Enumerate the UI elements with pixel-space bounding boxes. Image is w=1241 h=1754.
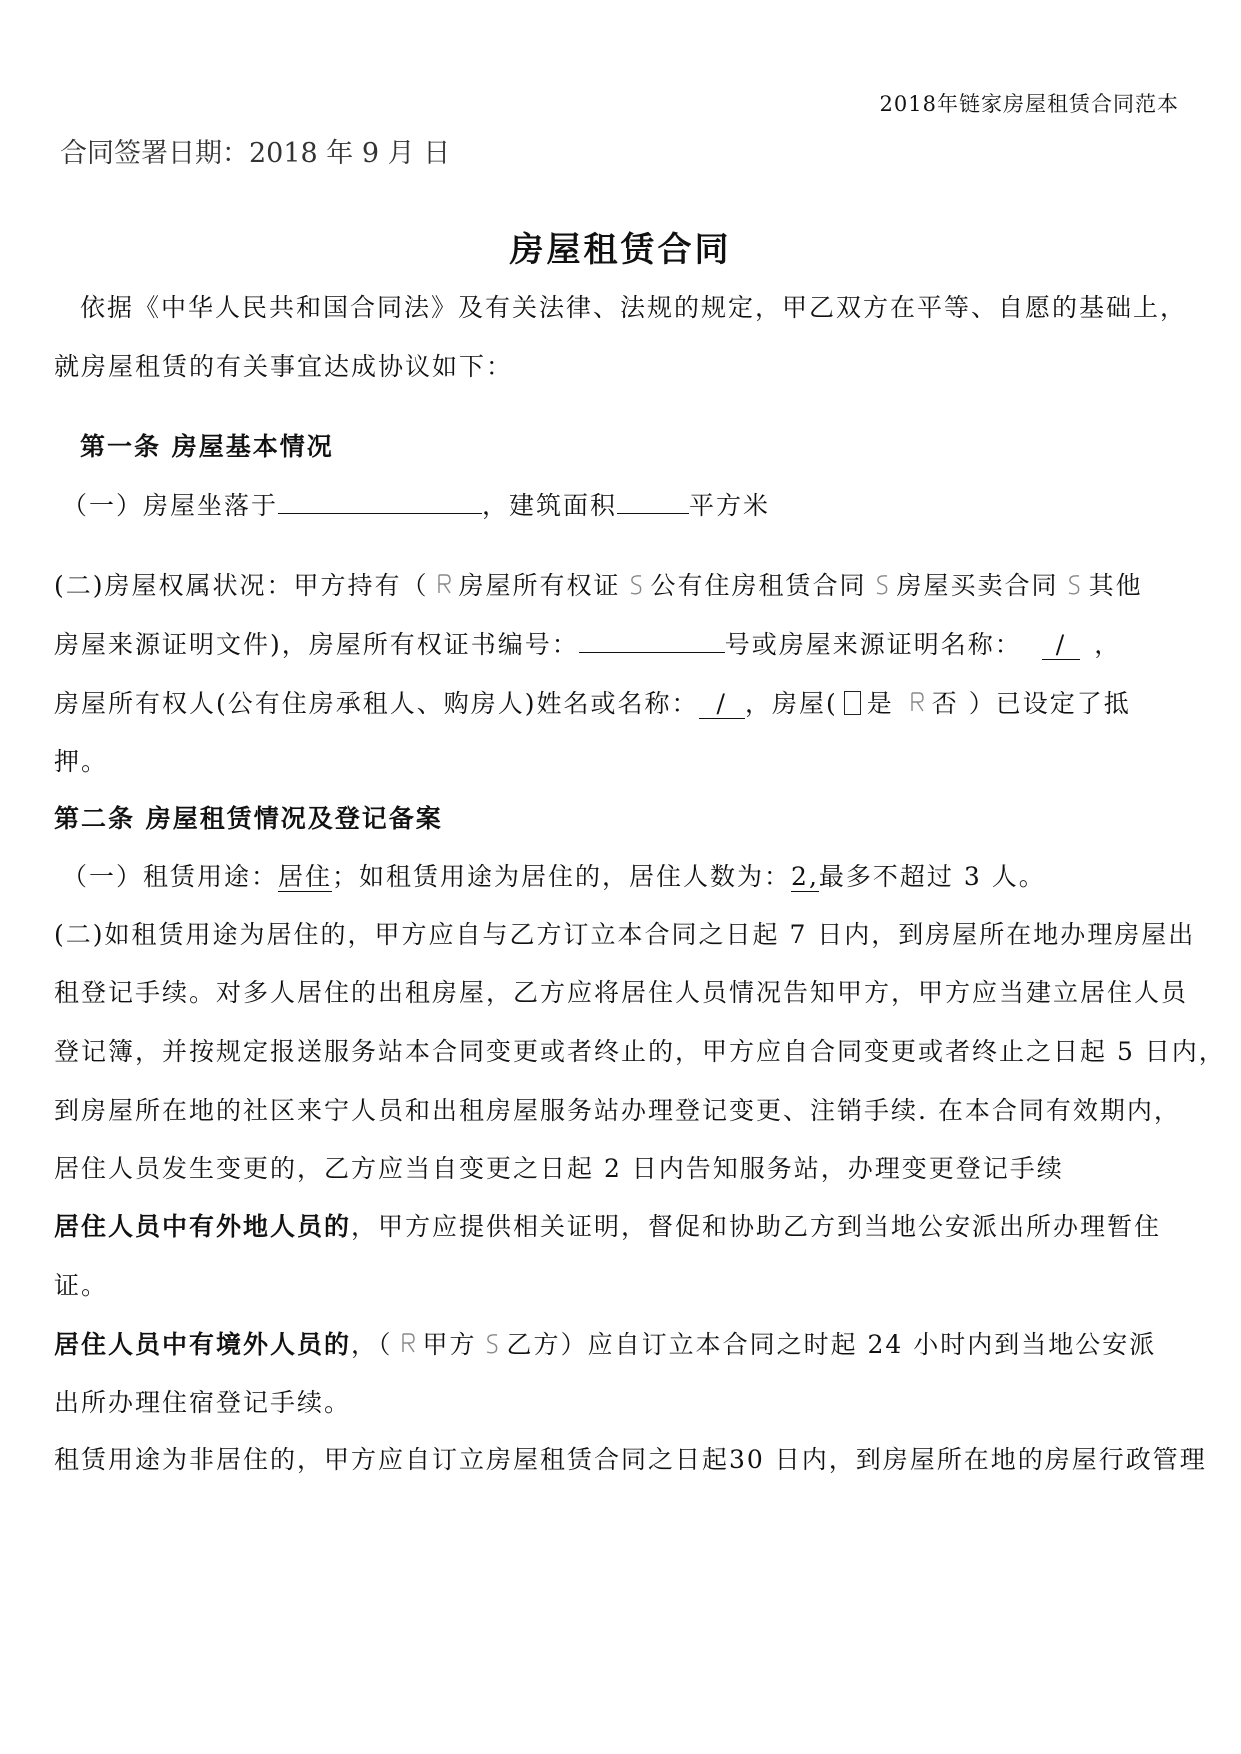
article-2-item-1	[62, 857, 1046, 893]
area-label: ，建筑面积	[482, 491, 618, 520]
nonlocal-residents-line-1	[54, 1207, 1161, 1243]
nonresidential-line-1: 租赁用途为非居住的，甲方应自订立房屋租赁合同之日起30 日内，到房屋所在地的房屋行政管理	[54, 1445, 1207, 1474]
foreign-residents-line-1	[54, 1325, 1156, 1361]
occupants-label: ；如租赁用途为居住的，居住人数为：	[332, 862, 792, 891]
nonlocal-residents-text: ，甲方应提供相关证明，督促和协助乙方到当地公安派出所办理暂住	[351, 1212, 1162, 1241]
checked-box-icon[interactable]	[399, 1331, 417, 1355]
location-field[interactable]	[278, 491, 482, 514]
intro-line-2: 就房屋租赁的有关事宜达成协议如下：	[54, 352, 514, 381]
article-1-item-1	[62, 486, 770, 522]
unchecked-box-icon[interactable]	[844, 691, 861, 715]
article-2-item-2-line-4: 到房屋所在地的社区来宁人员和出租房屋服务站办理登记变更、注销手续. 在本合同有效期内，	[54, 1096, 1181, 1125]
unchecked-box-icon[interactable]	[1065, 572, 1083, 596]
option-party-a: 甲方	[422, 1330, 477, 1359]
option-label: 房屋所有权证	[458, 571, 621, 600]
option-label: 房屋买卖合同	[896, 571, 1059, 600]
source-name-value[interactable]: /	[1042, 630, 1080, 660]
owner-name-label: 房屋所有权人(公有住房承租人、购房人)姓名或名称：	[54, 689, 699, 718]
occupants-limit: 最多不超过 3 人。	[818, 862, 1046, 891]
article-1-item-2-line-2	[54, 625, 1121, 661]
item-label: （一）租赁用途：	[62, 862, 279, 891]
unchecked-box-icon[interactable]	[483, 1331, 501, 1355]
contract-sign-date: 合同签署日期：2018 年 9 月 日	[60, 138, 451, 169]
cert-number-label: 房屋来源证明文件)，房屋所有权证书编号：	[54, 630, 579, 659]
option-yes: 是	[866, 689, 894, 718]
checked-box-icon[interactable]	[908, 690, 926, 714]
article-1-heading: 第一条 房屋基本情况	[80, 432, 334, 461]
unchecked-box-icon[interactable]	[873, 572, 891, 596]
source-name-label: 号或房屋来源证明名称：	[724, 630, 1022, 659]
unchecked-box-icon[interactable]	[627, 572, 645, 596]
option-party-b: 乙方	[506, 1330, 561, 1359]
mortgage-label: ，房屋(	[744, 689, 838, 718]
article-1-item-2-line-4: 押。	[54, 747, 109, 776]
foreign-residents-open: ，（	[351, 1330, 393, 1359]
area-field[interactable]	[617, 491, 689, 514]
nonlocal-residents-line-2: 证。	[54, 1271, 109, 1300]
owner-name-value[interactable]: /	[699, 689, 745, 719]
lease-use-value[interactable]: 居住	[278, 862, 333, 891]
foreign-residents-heading: 居住人员中有境外人员的	[54, 1330, 352, 1359]
article-1-item-2-line-1	[54, 566, 1143, 602]
option-label: 公有住房租赁合同	[650, 571, 867, 600]
option-label: 其他	[1088, 571, 1143, 600]
area-unit: 平方米	[689, 491, 771, 520]
punct: ，	[1094, 630, 1122, 659]
page-title: 房屋租赁合同	[509, 230, 732, 270]
article-1-item-2-line-3	[54, 684, 1131, 720]
article-2-item-2-line-1: (二)如租赁用途为居住的，甲方应自与乙方订立本合同之日起 7 日内，到房屋所在地办理房屋出	[54, 920, 1196, 949]
nonlocal-residents-heading: 居住人员中有外地人员的	[54, 1212, 352, 1241]
article-2-item-2-line-3: 登记簿，并按规定报送服务站本合同变更或者终止的，甲方应自合同变更或者终止之日起 5 日内，	[54, 1037, 1226, 1066]
article-2-heading: 第二条 房屋租赁情况及登记备案	[54, 804, 443, 833]
article-2-item-2-line-5: 居住人员发生变更的，乙方应当自变更之日起 2 日内告知服务站，办理变更登记手续	[54, 1154, 1064, 1183]
item-label: (二)房屋权属状况：甲方持有（	[54, 571, 429, 600]
checked-box-icon[interactable]	[435, 572, 453, 596]
mortgage-suffix: ）已设定了抵	[968, 689, 1131, 718]
intro-line-1: 依据《中华人民共和国合同法》及有关法律、法规的规定，甲乙双方在平等、自愿的基础上，	[80, 293, 1188, 322]
header-document-name: 2018年链家房屋租赁合同范本	[879, 92, 1179, 116]
foreign-residents-text: ）应自订立本合同之时起 24 小时内到当地公安派	[560, 1330, 1157, 1359]
foreign-residents-line-2: 出所办理住宿登记手续。	[54, 1388, 352, 1417]
option-no: 否	[931, 689, 959, 718]
cert-number-field[interactable]	[579, 630, 725, 653]
occupants-value[interactable]: 2,	[791, 862, 819, 891]
item-label: （一）房屋坐落于	[62, 491, 279, 520]
article-2-item-2-line-2: 租登记手续。对多人居住的出租房屋，乙方应将居住人员情况告知甲方，甲方应当建立居住人员	[54, 978, 1189, 1007]
